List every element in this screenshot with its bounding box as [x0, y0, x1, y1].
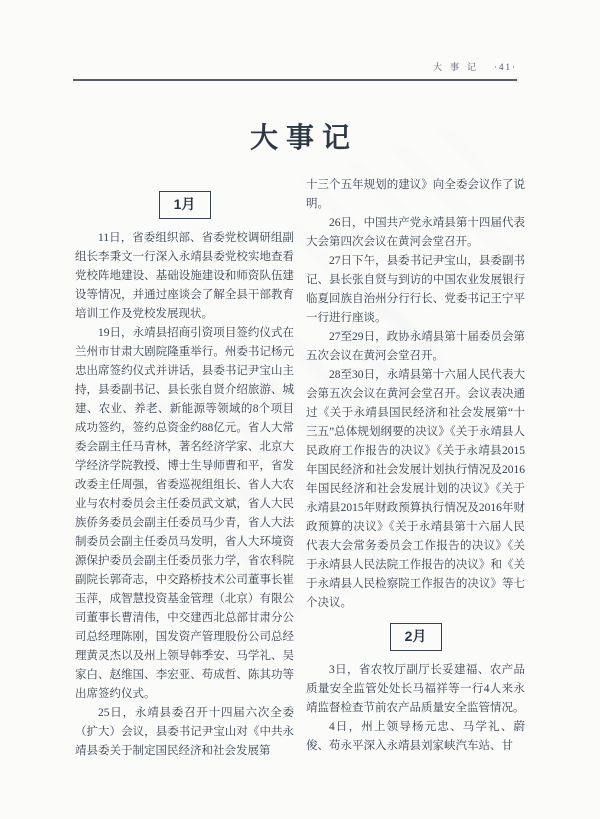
month-heading-february-label: 2月 — [404, 628, 427, 644]
two-column-layout — [75, 176, 525, 761]
paragraph: 27至29日，政协永靖县第十届委员会第五次会议在黄河会堂召开。 — [306, 331, 525, 362]
right-column — [306, 176, 525, 761]
paragraph: 28至30日，永靖县第十六届人民代表大会第五次会议在黄河会堂召开。会议表决通过《关于永靖县国民经济和社会发展第“十三五”总体规划纲要的决议》《关于永靖县人民政府工作报告的决议》《关于永靖县2015年国民经济和社会发展计划执行情况及2016年国民经济和社会发展计划的决议》《关于永靖县2015年财政预算执行情况及2016年财政预算的决议》《关于永靖县第十六届人民代表大会常务委员会工作报告的决议》《关于永靖县人民法院工作报告的决议》和《关于永靖县人民检察院工作报告的决议》等七个决议。 — [306, 369, 525, 609]
paragraph: 26日，中国共产党永靖县第十四届代表大会第四次会议在黄河会堂召开。 — [306, 217, 525, 248]
left-column — [75, 176, 294, 761]
month-heading-february — [390, 623, 442, 651]
paragraph: 19日，永靖县招商引资项目签约仪式在兰州市甘肃大剧院隆重举行。州委书记杨元忠出席签约仪式并讲话，县委书记尹宝山主持，县委副书记、县长张自贤介绍旅游、城建、农业、养老、新能源等领域的8个项目成功签约，签约总资金约88亿元。省人大常委会副主任马青林，著名经济学家、北京大学经济学院教授、博士生导师曹和平，省发改委主任周强，省委巡视组组长、省人大农业与农村委员会主任委员武文斌，省人大民族侨务委员会副主任委员马少青，省人大法制委员会副主任委员马发明，省人大环境资源保护委员会副主任委员张力学，省农科院副院长郭奇志，中交路桥技术公司董事长崔玉萍，成智慧投资基金管理（北京）有限公司董事长曹清伟，中交建西北总部甘肃分公司总经理陈刚，国发资产管理股份公司总经理黄灵杰以及州上领导韩季安、马学礼、吴家白、赵维国、李宏亚、苟成哲、陈其功等出席签约仪式。 — [75, 327, 294, 700]
header-rule — [73, 79, 517, 81]
right-column-text-bottom — [306, 661, 525, 756]
running-header-section: 大事记 — [432, 62, 484, 72]
paragraph: 3日，省农牧厅副厅长妥建福、农产品质量安全监管处处长马福祥等一行4人来永靖监督检查节前农产品质量安全监管情况。 — [306, 664, 525, 714]
paragraph: 11日，省委组织部、省委党校调研组副组长李秉文一行深入永靖县委党校实地查看党校阵地建设、基础设施建设和师资队伍建设等情况，并通过座谈会了解全县干部教育培训工作及党校发展现状。 — [75, 232, 294, 320]
month-heading-january — [159, 191, 211, 219]
page-title: 大事记 — [249, 123, 358, 154]
paragraph: 4日，州上领导杨元忠、马学礼、蔚俊、苟永平深入永靖县刘家峡汽车站、甘 — [306, 721, 525, 752]
month-heading-january-label: 1月 — [173, 196, 196, 212]
left-column-text — [75, 229, 294, 761]
right-column-text-top — [306, 176, 525, 613]
paragraph: 十三个五年规划的建议》向全委会议作了说明。 — [306, 179, 525, 210]
running-header-page-number: ·41· — [494, 62, 517, 72]
running-header — [73, 60, 517, 73]
paragraph: 25日，永靖县委召开十四届六次全委（扩大）会议，县委书记尹宝山对《中共永靖县委关于制定国民经济和社会发展第 — [75, 707, 294, 757]
paragraph: 27日下午，县委书记尹宝山，县委副书记、县长张自贤与到访的中国农业发展银行临夏回族自治州分行行长、党委书记王宁平一行进行座谈。 — [306, 255, 525, 324]
